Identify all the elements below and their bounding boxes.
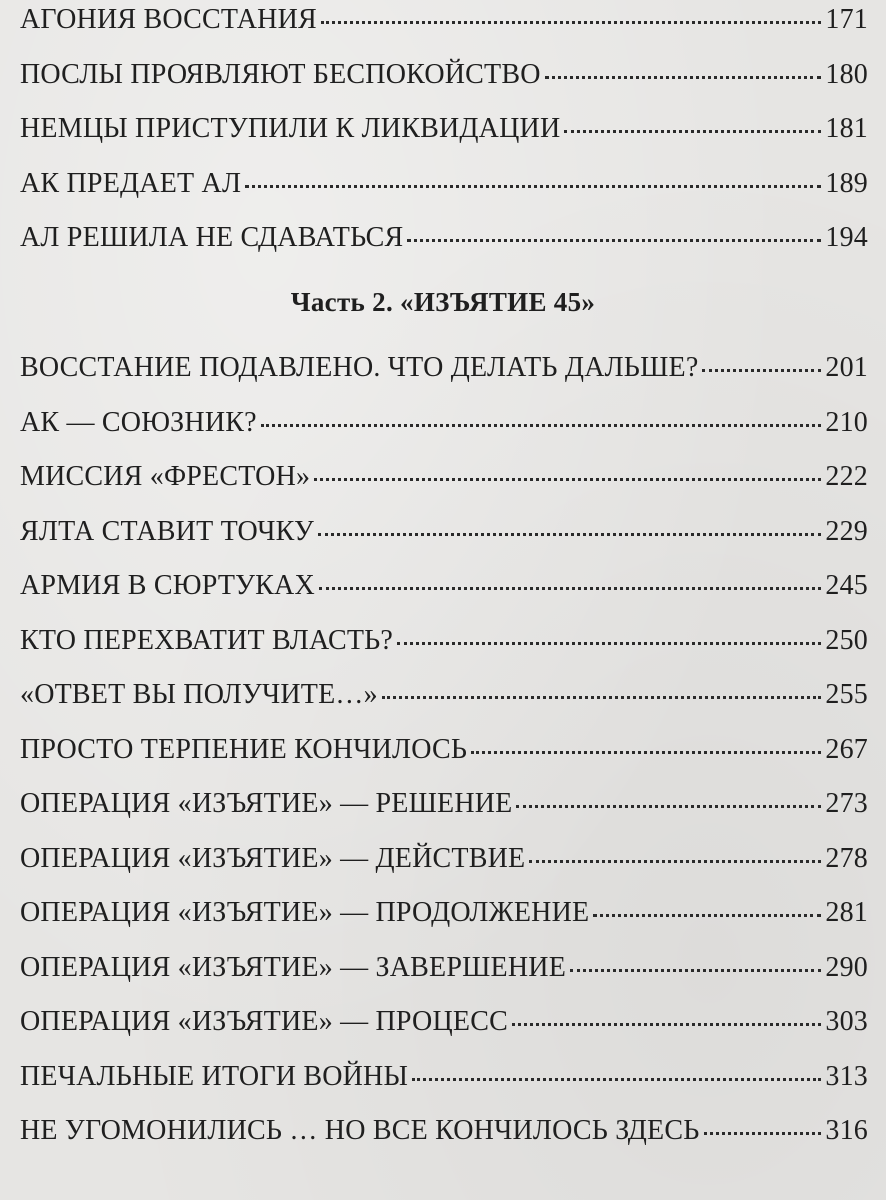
toc-entry-page: 171 bbox=[825, 4, 868, 35]
dot-leader bbox=[318, 532, 821, 536]
dot-leader bbox=[529, 859, 821, 863]
toc-entry-title: ОПЕРАЦИЯ «ИЗЪЯТИЕ» — РЕШЕНИЕ bbox=[20, 788, 513, 819]
toc-entry[interactable] bbox=[20, 4, 868, 59]
toc-entry[interactable] bbox=[20, 679, 868, 734]
toc-entry[interactable] bbox=[20, 168, 868, 223]
toc-entry[interactable] bbox=[20, 843, 868, 898]
toc-entry-title: ВОССТАНИЕ ПОДАВЛЕНО. ЧТО ДЕЛАТЬ ДАЛЬШЕ? bbox=[20, 352, 699, 383]
toc-entry-page: 303 bbox=[825, 1006, 868, 1037]
toc-entry[interactable] bbox=[20, 788, 868, 843]
toc-entry-title: ОПЕРАЦИЯ «ИЗЪЯТИЕ» — ЗАВЕРШЕНИЕ bbox=[20, 951, 567, 983]
dot-leader bbox=[564, 129, 821, 133]
toc-entry[interactable] bbox=[20, 952, 868, 1007]
toc-entry-title: «ОТВЕТ ВЫ ПОЛУЧИТЕ…» bbox=[20, 679, 378, 710]
toc-entry[interactable] bbox=[20, 113, 868, 168]
toc-entry-title: АРМИЯ В СЮРТУКАХ bbox=[20, 570, 315, 601]
dot-leader bbox=[245, 184, 821, 188]
toc-entry[interactable] bbox=[20, 516, 868, 571]
toc-entry[interactable] bbox=[20, 461, 868, 516]
dot-leader bbox=[512, 1022, 821, 1026]
toc-entry[interactable] bbox=[20, 352, 868, 407]
toc-entry-page: 316 bbox=[825, 1115, 868, 1146]
toc-entry[interactable] bbox=[20, 1006, 868, 1061]
toc-entry[interactable] bbox=[20, 407, 868, 462]
toc-entry-title: КТО ПЕРЕХВАТИТ ВЛАСТЬ? bbox=[20, 624, 394, 656]
toc-entry[interactable] bbox=[20, 1115, 868, 1170]
dot-leader bbox=[471, 750, 821, 754]
toc-entry-title: АЛ РЕШИЛА НЕ СДАВАТЬСЯ bbox=[20, 222, 404, 253]
toc-entry-page: 250 bbox=[825, 624, 868, 656]
toc-entry[interactable] bbox=[20, 570, 868, 625]
toc-entry-page: 255 bbox=[825, 679, 868, 710]
toc-entry-page: 245 bbox=[825, 570, 868, 601]
toc-entry-page: 313 bbox=[825, 1060, 868, 1092]
toc-entry-title: ОПЕРАЦИЯ «ИЗЪЯТИЕ» — ПРОДОЛЖЕНИЕ bbox=[20, 897, 590, 928]
toc-entry[interactable] bbox=[20, 734, 868, 789]
toc-entry-page: 180 bbox=[825, 58, 868, 90]
dot-leader bbox=[321, 20, 822, 24]
dot-leader bbox=[382, 695, 822, 699]
toc-entry-page: 229 bbox=[825, 515, 868, 547]
toc-entry-page: 267 bbox=[825, 733, 868, 765]
dot-leader bbox=[704, 1131, 822, 1135]
dot-leader bbox=[397, 641, 821, 645]
dot-leader bbox=[593, 913, 821, 917]
toc-entry[interactable] bbox=[20, 59, 868, 114]
dot-leader bbox=[702, 368, 821, 372]
toc-entry-title: ЯЛТА СТАВИТ ТОЧКУ bbox=[20, 515, 314, 547]
toc-entry-page: 210 bbox=[825, 406, 868, 438]
toc-entry-title: АГОНИЯ ВОССТАНИЯ bbox=[20, 4, 317, 35]
toc-entry-title: АК — СОЮЗНИК? bbox=[20, 406, 257, 438]
dot-leader bbox=[261, 423, 822, 427]
toc-entry[interactable] bbox=[20, 1061, 868, 1116]
toc-entry-title: НЕ УГОМОНИЛИСЬ … НО ВСЕ КОНЧИЛОСЬ ЗДЕСЬ bbox=[20, 1115, 700, 1146]
toc-entry-title: ПЕЧАЛЬНЫЕ ИТОГИ ВОЙНЫ bbox=[20, 1060, 409, 1092]
toc-entry-title: НЕМЦЫ ПРИСТУПИЛИ К ЛИКВИДАЦИИ bbox=[20, 113, 561, 144]
toc-entry[interactable] bbox=[20, 897, 868, 952]
dot-leader bbox=[570, 968, 821, 972]
toc-entry-title: ОПЕРАЦИЯ «ИЗЪЯТИЕ» — ДЕЙСТВИЕ bbox=[20, 842, 526, 874]
toc-entry-page: 290 bbox=[825, 951, 868, 983]
toc-entry-page: 194 bbox=[825, 222, 868, 253]
toc-entry-title: ПРОСТО ТЕРПЕНИЕ КОНЧИЛОСЬ bbox=[20, 733, 468, 765]
toc-entry-title: ОПЕРАЦИЯ «ИЗЪЯТИЕ» — ПРОЦЕСС bbox=[20, 1006, 508, 1037]
toc-entry-page: 201 bbox=[825, 352, 868, 383]
dot-leader bbox=[314, 477, 821, 481]
toc-entry[interactable] bbox=[20, 222, 868, 277]
toc-entry-title: ПОСЛЫ ПРОЯВЛЯЮТ БЕСПОКОЙСТВО bbox=[20, 58, 541, 90]
toc-entry-title: АК ПРЕДАЕТ АЛ bbox=[20, 167, 242, 199]
dot-leader bbox=[412, 1077, 821, 1081]
toc-entry-page: 189 bbox=[825, 167, 868, 199]
part-heading: Часть 2. «ИЗЪЯТИЕ 45» bbox=[290, 287, 596, 317]
dot-leader bbox=[407, 238, 821, 242]
dot-leader bbox=[319, 586, 822, 590]
toc-entry-page: 281 bbox=[825, 897, 868, 928]
toc-entry-page: 278 bbox=[825, 842, 868, 874]
toc-part2-list bbox=[20, 352, 868, 1170]
toc-entry-page: 273 bbox=[825, 788, 868, 819]
toc-entry-title: МИССИЯ «ФРЕСТОН» bbox=[20, 461, 311, 492]
toc-part1-list bbox=[20, 4, 868, 277]
toc-entry-page: 222 bbox=[825, 461, 868, 492]
toc-entry-page: 181 bbox=[825, 113, 868, 144]
dot-leader bbox=[516, 804, 821, 808]
dot-leader bbox=[545, 75, 822, 79]
toc-entry[interactable] bbox=[20, 625, 868, 680]
